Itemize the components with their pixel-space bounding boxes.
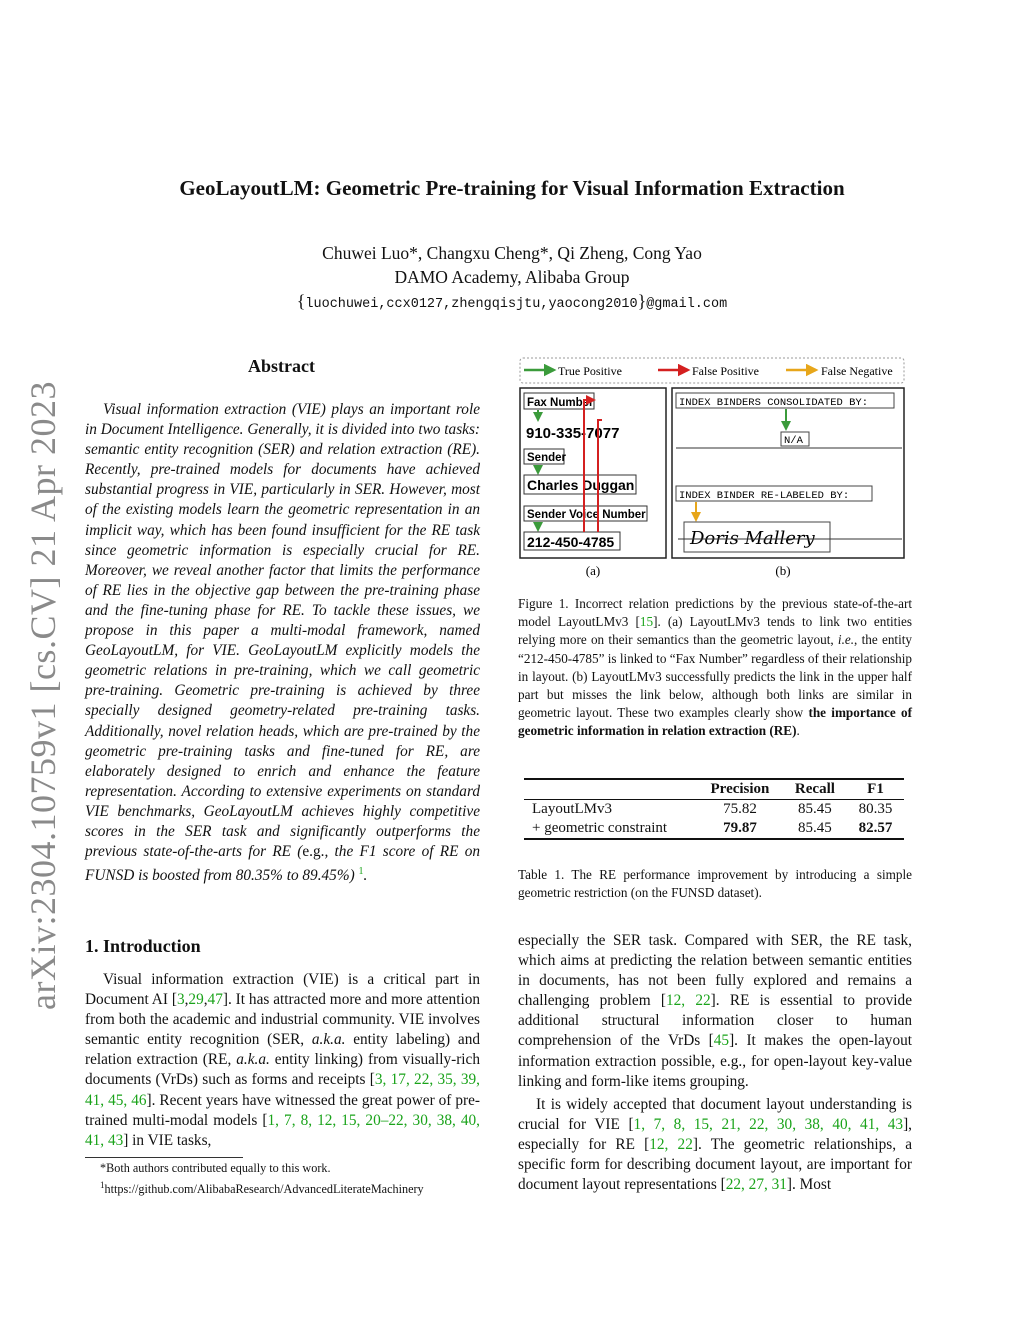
citation-link[interactable]: 45 (713, 1032, 730, 1050)
panel-a-phone: 212-450-4785 (527, 534, 615, 550)
table-header (524, 779, 697, 800)
rc-text-5: ], especially for RE [ (518, 1116, 912, 1154)
legend-false-negative: False Negative (821, 364, 893, 378)
panel-a-label: (a) (585, 563, 601, 578)
results-table (524, 778, 904, 840)
right-paragraph-1 (518, 931, 912, 1092)
table-cell: 85.45 (798, 820, 832, 836)
table-row (524, 819, 904, 839)
table-cell: 82.57 (858, 820, 893, 836)
rc-text-1: especially the SER task. Compared with SER, the RE task, which aims at predicting the relation between semantic entities in documents, has not been fully explored and remains a challenging problem [ (518, 932, 912, 1010)
intro-text-1: Visual information extraction (VIE) is a critical part in Document AI [ (85, 971, 480, 1009)
caption-bold: the importance of geometric information in relation extraction (RE) (518, 705, 913, 739)
panel-a-fax-number: 910-335-7077 (526, 425, 620, 442)
abstract-tail: , the F1 score of RE on FUNSD is boosted from 80.35% to 89.45%) (85, 843, 481, 885)
table-cell: 75.82 (723, 801, 757, 817)
table-cell: 80.35 (858, 801, 893, 817)
figure-caption (518, 595, 912, 741)
email-domain: @gmail.com (646, 297, 728, 312)
intro-paragraph: Visual information extraction (VIE) is a critical part in Document AI [3,29,47]. It has attracted more and more attention from both the academic and industrial community. VIE involves semantic entity recognition (SER, a.k.a. entity labeling) and relation extraction (RE, a.k.a. entity linking) from visually-rich documents (VrDs) such as forms and receipts [3, 17, 22, 35, 39, 41, 45, 46]. Recent years have witnessed the great power of pre-trained multi-modal models [1, 7, 8, 12, 15, 20–22, 30, 38, 40, 41, 43] in VIE tasks, (85, 971, 481, 1149)
legend-true-positive: True Positive (558, 364, 622, 378)
citation-link[interactable]: 3, 17, 22, 35, 39, 41, 45, 46 (85, 1071, 480, 1109)
abstract-end: . (363, 867, 368, 885)
panel-a-svn-label: Sender Voice Number (527, 509, 646, 521)
table-header: Precision (710, 781, 770, 797)
caption-part-2: ]. (a) LayoutLMv3 tends to link two entities relying more on their semantics than the geometric layout, (518, 614, 912, 648)
citation-link[interactable]: 15 (639, 614, 654, 630)
rc-text-2: ]. RE is essential to provide additional structural information closer to human comprehension of the VrDs [ (518, 992, 912, 1050)
table-caption: Table 1. The RE performance improvement by introducing a simple geometric restriction (on the FUNSD dataset). (518, 867, 912, 901)
intro-text-5: ]. Recent years have witnessed the great power of pre-trained multi-modal models [ (85, 1091, 481, 1129)
panel-a-sender-label: Sender (527, 452, 566, 464)
rc-text-4: It is widely accepted that document layout understanding is crucial for VIE [ (518, 1096, 912, 1134)
table-row (524, 800, 904, 820)
intro-text-2: ]. It has attracted more and more attention from both the academic and industrial community. VIE involves semantic entity recognition (SER, (85, 991, 480, 1049)
abstract-body: Visual information extraction (VIE) plays an important role in Document Intelligence. Generally, it is divided into two tasks: semantic entity recognition (SER) and relation extraction (RE). Recently, pre-trained models for documents have achieved substantial progress in VIE, particularly in SER. However, most of the existing models learn the geometric representation in an implicit way, which has been found insufficient for the RE task since geometric information is especially crucial for RE. Moreover, we reveal another factor that limits the performance of RE lies in the objective gap between the pre-training phase and the fine-tuning phase for RE. To tackle these issues, we propose in this paper a multi-modal framework, named GeoLayoutLM, for VIE. GeoLayoutLM explicitly models the geometric relations in pre-training, which we call geometric pre-training. Geometric pre-training is achieved by three specially designed geometry-related pre-training tasks. Additionally, novel relation heads, which are pre-trained by the geometric pre-training tasks and fine-tuned for RE, are elaborately designed to enrich and enhance the feature representation. According to extensive experiments on standard VIE benchmarks, GeoLayoutLM achieves highly competitive scores in the SER task and significantly outperforms the previous state-of-the-arts for RE ( (85, 401, 480, 861)
caption-part-1: Figure 1. Incorrect relation predictions by the previous state-of-the-art model LayoutLMv3 [ (518, 596, 912, 630)
paper-title: GeoLayoutLM: Geometric Pre-training for Visual Information Extraction (179, 176, 845, 200)
email-close-brace: } (637, 291, 647, 311)
intro-heading: 1. Introduction (85, 936, 201, 956)
citation-link[interactable]: 22, 27, 31 (725, 1176, 787, 1194)
footnote-rule (85, 1157, 243, 1158)
rc-text-6: ]. The geometric relationships, a specific form for describing document layout, are important for document layout representations [ (518, 1136, 913, 1194)
citation-link[interactable]: 3 (176, 991, 185, 1009)
email-line (0, 291, 1024, 312)
panel-b-na: N/A (784, 435, 803, 447)
table-cell: 85.45 (798, 801, 832, 817)
abstract-heading: Abstract (248, 356, 315, 376)
caption-part-3: , the entity “212-450-4785” is linked to “Fax Number” regardless of their relationship in layout. (b) LayoutLMv3 successfully predicts the link in the upper half part but misses the link below, although both links are similar in geometric layout. These two examples clearly show (518, 632, 912, 721)
panel-b-signature: Doris Mallery (690, 528, 815, 549)
arxiv-identifier: arXiv:2304.10759v1 [cs.CV] 21 Apr 2023 (23, 381, 63, 1010)
rc-text-7: ]. Most (786, 1176, 832, 1194)
intro-aka-2: a.k.a. (236, 1051, 270, 1069)
affiliation: DAMO Academy, Alibaba Group (394, 267, 630, 287)
footnote-url-mark: 1 (100, 1180, 105, 1190)
citation-link[interactable]: 29 (188, 991, 204, 1009)
authors-line: Chuwei Luo*, Changxu Cheng*, Qi Zheng, Cong Yao (322, 243, 702, 263)
intro-text-6: ] in VIE tasks, (123, 1131, 212, 1149)
footnote-url[interactable]: https://github.com/AlibabaResearch/AdvancedLiterateMachinery (104, 1182, 424, 1197)
citation-link[interactable]: 1, 7, 8, 12, 15, 20–22, 30, 38, 40, 41, 43 (85, 1111, 480, 1149)
table-header-row (524, 779, 904, 800)
footnote-link[interactable]: 1 (358, 866, 364, 878)
legend-false-positive: False Positive (692, 364, 760, 378)
abstract-eg: e.g. (302, 843, 325, 861)
intro-aka-1: a.k.a. (311, 1031, 346, 1049)
panel-b-mid-label: INDEX BINDER RE-LABELED BY: (679, 490, 850, 502)
figure-1 (518, 356, 906, 584)
table-cell: 79.87 (723, 820, 757, 836)
citation-link[interactable]: 12, 22 (665, 992, 711, 1010)
caption-end: . (796, 723, 800, 739)
email-open-brace: { (296, 291, 306, 311)
panel-a-name: Charles Duggan (527, 477, 635, 493)
footnote-equal: *Both authors contributed equally to this work. (100, 1161, 331, 1175)
caption-ie: i.e. (837, 632, 855, 648)
footnote-url-line (100, 1177, 424, 1198)
citation-link[interactable]: 12, 22 (649, 1136, 693, 1154)
email-users: luochuwei,ccx0127,zhengqisjtu,yaocong2010 (305, 297, 638, 312)
intro-text-3: entity labeling) and relation extraction (RE, (85, 1031, 481, 1069)
rc-text-3: ]. It makes the open-layout information extraction possible, e.g., for open-layout key-value linking and form-like items grouping. (518, 1032, 912, 1090)
table-cell: LayoutLMv3 (532, 801, 612, 817)
table-header: Recall (794, 781, 835, 797)
table-cell: + geometric constraint (532, 820, 668, 836)
author-block (0, 241, 1024, 289)
intro-text-4: entity linking) from visually-rich documents (VrDs) such as forms and receipts [ (85, 1051, 480, 1089)
citation-link[interactable]: 1, 7, 8, 15, 21, 22, 30, 38, 40, 41, 43 (633, 1116, 904, 1134)
panel-b-label: (b) (775, 563, 791, 578)
table-header: F1 (867, 781, 884, 797)
right-paragraph-2 (518, 1095, 912, 1195)
panel-b-top-label: INDEX BINDERS CONSOLIDATED BY: (679, 397, 869, 409)
abstract-text (85, 400, 480, 886)
citation-link[interactable]: 47 (207, 991, 223, 1009)
panel-a-fax-label: Fax Number (527, 397, 594, 409)
